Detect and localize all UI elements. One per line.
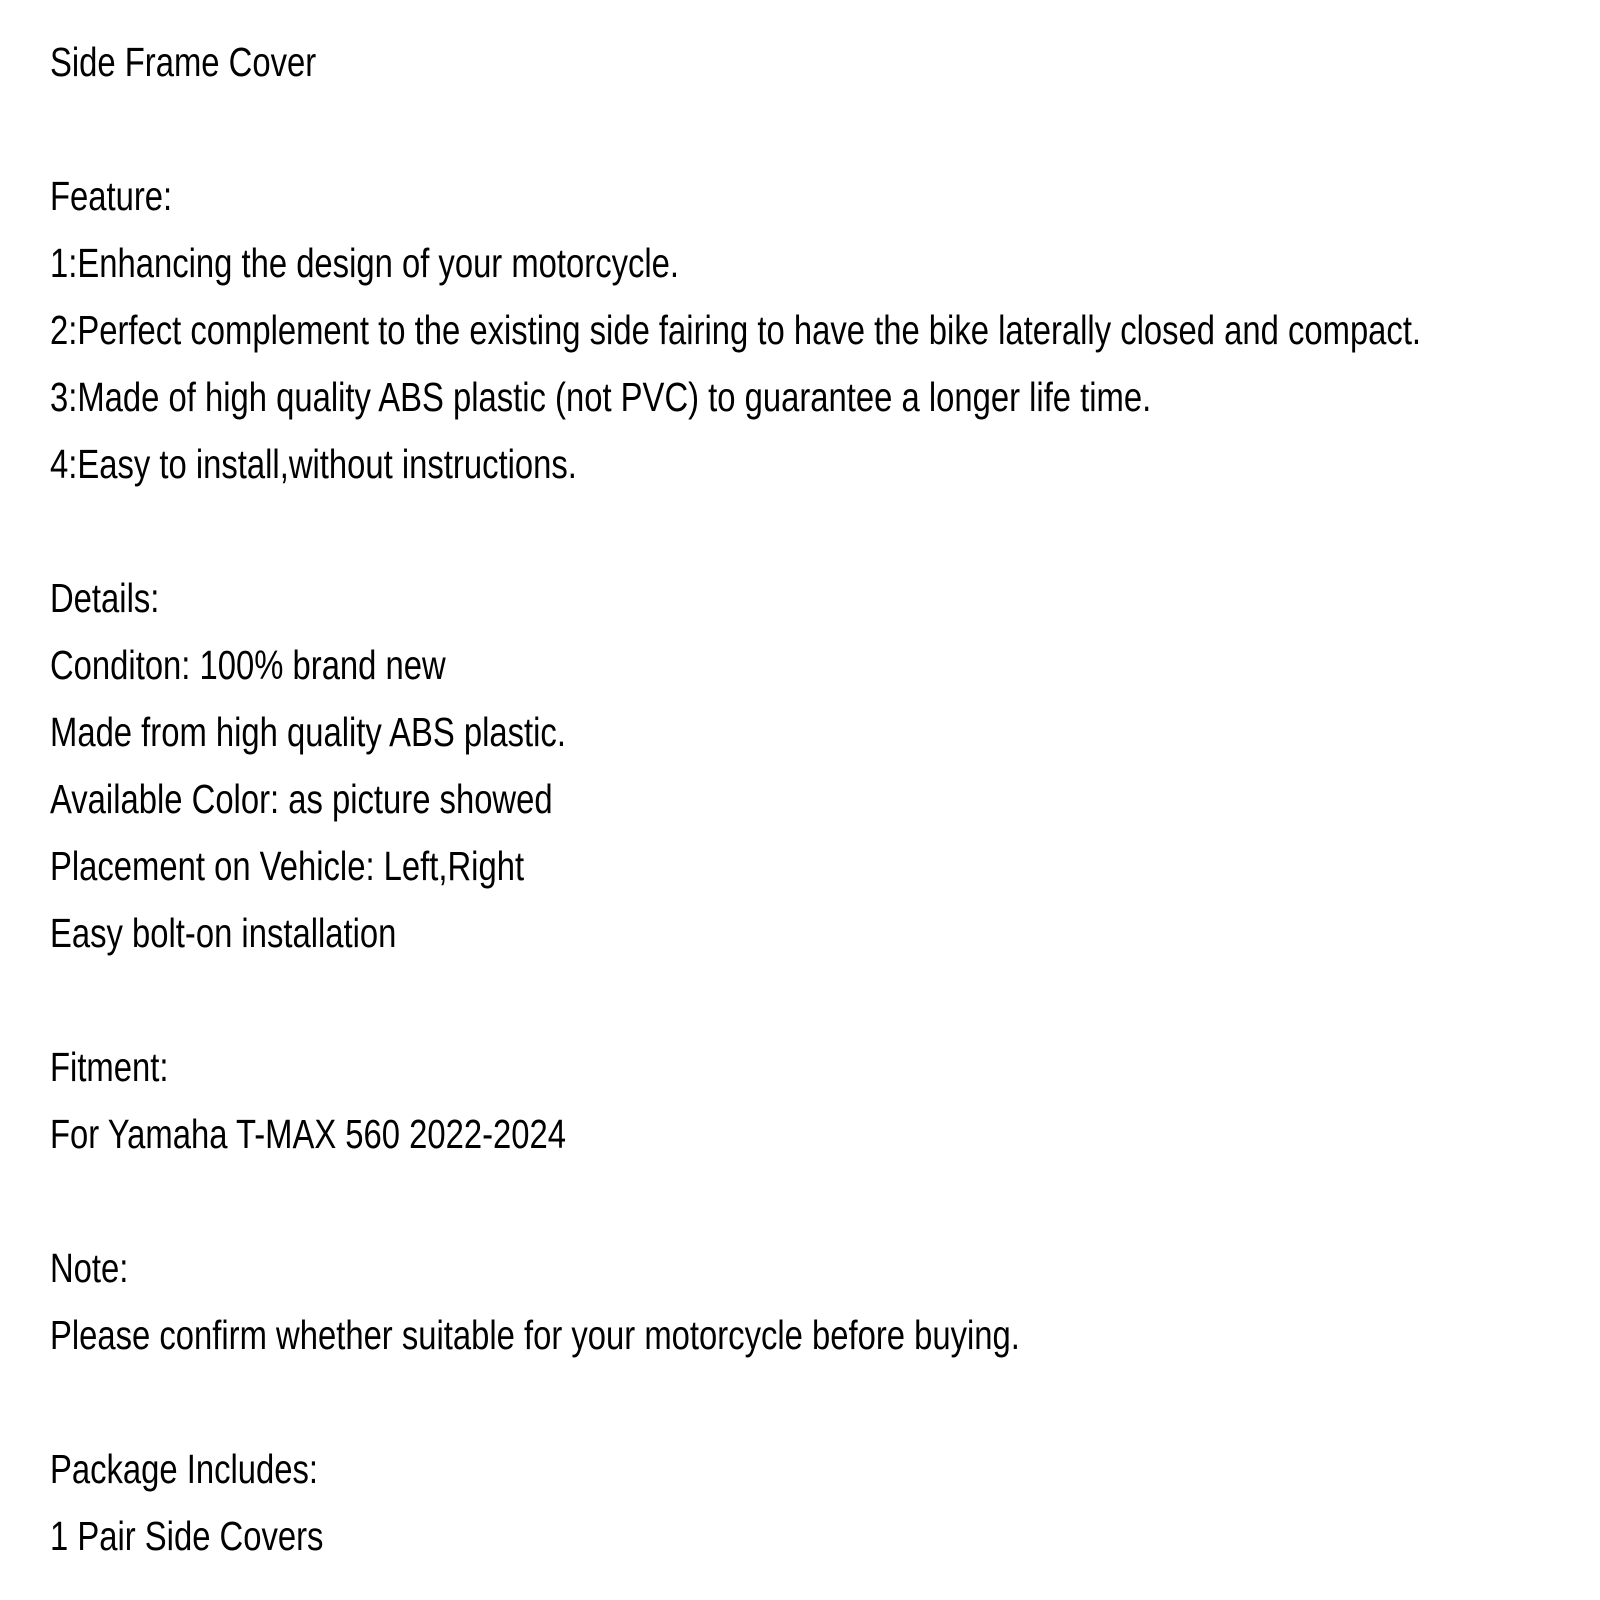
text-line: Placement on Vehicle: Left,Right (50, 843, 525, 889)
text-line: Please confirm whether suitable for your motorcycle before buying. (50, 1312, 1020, 1358)
section-heading: Note: (50, 1245, 129, 1291)
text-line: Conditon: 100% brand new (50, 642, 446, 688)
blank-line (50, 967, 1290, 1034)
text-line: Made from high quality ABS plastic. (50, 709, 566, 755)
section-heading: Details: (50, 575, 160, 621)
blank-line (50, 498, 1290, 565)
text-line: Available Color: as picture showed (50, 776, 553, 822)
section-heading: Fitment: (50, 1044, 169, 1090)
text-line: 2:Perfect complement to the existing side fairing to have the bike laterally closed and compact. (50, 307, 1422, 353)
blank-line (50, 96, 1290, 163)
text-line: 1:Enhancing the design of your motorcycle. (50, 240, 680, 286)
text-line: 4:Easy to install,without instructions. (50, 441, 577, 487)
text-line: For Yamaha T-MAX 560 2022-2024 (50, 1111, 567, 1157)
text-line: 3:Made of high quality ABS plastic (not PVC) to guarantee a longer life time. (50, 374, 1152, 420)
blank-line (50, 1168, 1290, 1235)
text-line: Easy bolt-on installation (50, 910, 397, 956)
text-line: 1 Pair Side Covers (50, 1513, 324, 1559)
section-heading: Package Includes: (50, 1446, 319, 1492)
section-heading: Feature: (50, 173, 173, 219)
page-title: Side Frame Cover (50, 39, 317, 85)
blank-line (50, 1369, 1290, 1436)
